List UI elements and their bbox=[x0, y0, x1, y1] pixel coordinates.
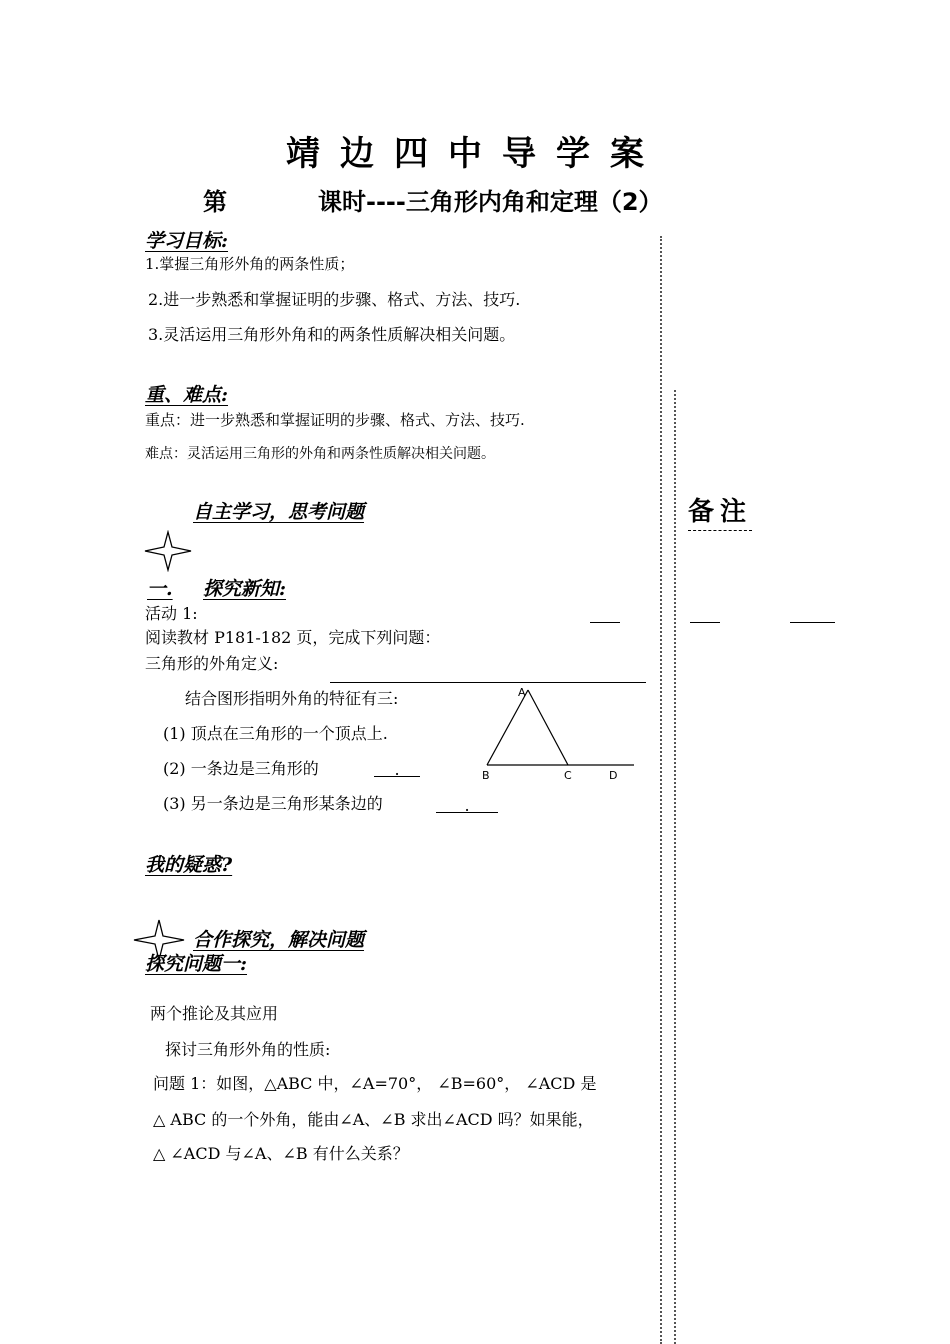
answer-line bbox=[790, 622, 835, 623]
feature-item: (2) 一条边是三角形的 bbox=[163, 759, 319, 778]
lesson-prefix: 第 bbox=[203, 188, 227, 216]
problem-heading: 探究问题一: bbox=[145, 953, 248, 975]
definition-label: 三角形的外角定义: bbox=[145, 654, 279, 673]
features-intro: 结合图形指明外角的特征有三: bbox=[185, 689, 399, 708]
objective-item: 1.掌握三角形外角的两条性质； bbox=[145, 255, 355, 273]
answer-line bbox=[590, 622, 620, 623]
problem-line: △ ABC 的一个外角，能由∠A、∠B 求出∠ACD 吗？如果能， bbox=[153, 1110, 594, 1129]
feature-blank: . bbox=[436, 796, 498, 813]
side-ab bbox=[487, 690, 528, 765]
margin-divider bbox=[660, 236, 662, 1344]
section-title: 探究新知: bbox=[203, 578, 287, 600]
page-title: 靖边四中导学案 bbox=[286, 134, 664, 174]
activity-label: 活动 1: bbox=[145, 604, 198, 623]
section-number: 一. bbox=[147, 578, 173, 600]
feature-blank: . bbox=[374, 760, 420, 777]
answer-line bbox=[690, 622, 720, 623]
inference-title: 两个推论及其应用 bbox=[150, 1004, 279, 1023]
focus-text: 重点：进一步熟悉和掌握证明的步骤、格式、方法、技巧. bbox=[145, 411, 525, 429]
key-points-heading: 重、难点: bbox=[145, 384, 229, 406]
definition-answer-line bbox=[330, 682, 646, 683]
problem-line: △ ∠ACD 与∠A、∠B 有什么关系？ bbox=[153, 1144, 409, 1163]
vertex-label-b: B bbox=[482, 769, 490, 782]
doubts-heading: 我的疑惑? bbox=[145, 854, 233, 876]
self-study-heading: 自主学习，思考问题 bbox=[193, 501, 365, 523]
lesson-title: 课时----三角形内角和定理（2） bbox=[318, 188, 663, 216]
explore-text: 探讨三角形外角的性质: bbox=[165, 1040, 331, 1059]
objectives-heading: 学习目标: bbox=[145, 230, 229, 252]
difficulty-text: 难点：灵活运用三角形的外角和两条性质解决相关问题。 bbox=[145, 446, 495, 462]
four-point-star-icon bbox=[143, 530, 193, 572]
feature-item: (3) 另一条边是三角形某条边的 bbox=[163, 794, 383, 813]
vertex-label-d: D bbox=[609, 769, 618, 782]
objective-item: 3.灵活运用三角形外角和的两条性质解决相关问题。 bbox=[148, 325, 516, 344]
side-ac bbox=[528, 690, 568, 765]
vertex-label-a: A bbox=[518, 686, 526, 699]
margin-divider bbox=[674, 390, 676, 1344]
problem-line: 问题 1：如图，△ABC 中，∠A=70°， ∠B=60°， ∠ACD 是 bbox=[153, 1074, 597, 1093]
objective-item: 2.进一步熟悉和掌握证明的步骤、格式、方法、技巧. bbox=[148, 290, 521, 309]
triangle-diagram bbox=[478, 684, 643, 784]
reading-instruction: 阅读教材 P181-182 页，完成下列问题： bbox=[145, 628, 441, 647]
remarks-heading: 备注 bbox=[688, 491, 752, 531]
cooperation-heading: 合作探究，解决问题 bbox=[193, 929, 365, 951]
feature-item: (1) 顶点在三角形的一个顶点上. bbox=[163, 724, 388, 743]
vertex-label-c: C bbox=[564, 769, 572, 782]
